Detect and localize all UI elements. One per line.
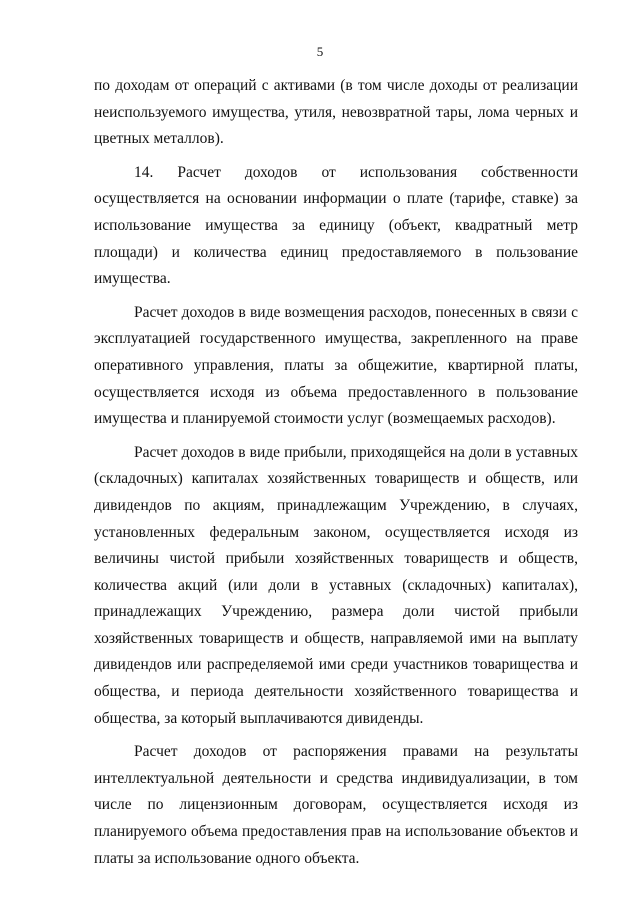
paragraph-intellectual-property: Расчет доходов от распоряжения правами на результаты интеллектуальной деятельности и средства индивидуализации, в том числе по лицензионным договорам, осуществляется исходя из планируемого объема предоставления прав на использование объектов и платы за использование одного объекта. xyxy=(94,743,578,867)
paragraph-continuation: по доходам от операций с активами (в том числе доходы от реализации неиспользуемого имущества, утиля, невозвратной тары, лома черных и цветных металлов). xyxy=(94,77,578,148)
paragraph-profit-dividends: Расчет доходов в виде прибыли, приходящейся на доли в уставных (складочных) капиталах хозяйственных товариществ и обществ, или дивидендов по акциям, принадлежащим Учреждению, в случаях, установленных федеральным законом, осуществляется исходя из величины чистой прибыли хозяйственных товариществ и обществ, количества акций (или доли в уставных (складочных) капиталах), принадлежащих Учреждению, размера доли чистой прибыли хозяйственных товариществ и обществ, направляемой ими на выплату дивидендов или распределяемой ими среди участников товарищества и общества, и периода деятельности хозяйственного товарищества и общества, за который выплачиваются дивиденды. xyxy=(94,443,578,727)
page-number: 5 xyxy=(316,44,324,59)
paragraph-expense-reimbursement: Расчет доходов в виде возмещения расходов, понесенных в связи с эксплуатацией государственного имущества, закрепленного на праве оперативного управления, платы за общежитие, квартирной платы, осуществляется исходя из объема предоставленного в пользование имущества и планируемой стоимости услуг (возмещаемых расходов). xyxy=(94,303,578,428)
document-body xyxy=(94,73,578,879)
paragraph-section-14: 14. Расчет доходов от использования собственности осуществляется на основании информации о плате (тарифе, ставке) за использование имущества за единицу (объект, квадратный метр площади) и количества единиц предоставляемого в пользование имущества. xyxy=(94,163,578,288)
